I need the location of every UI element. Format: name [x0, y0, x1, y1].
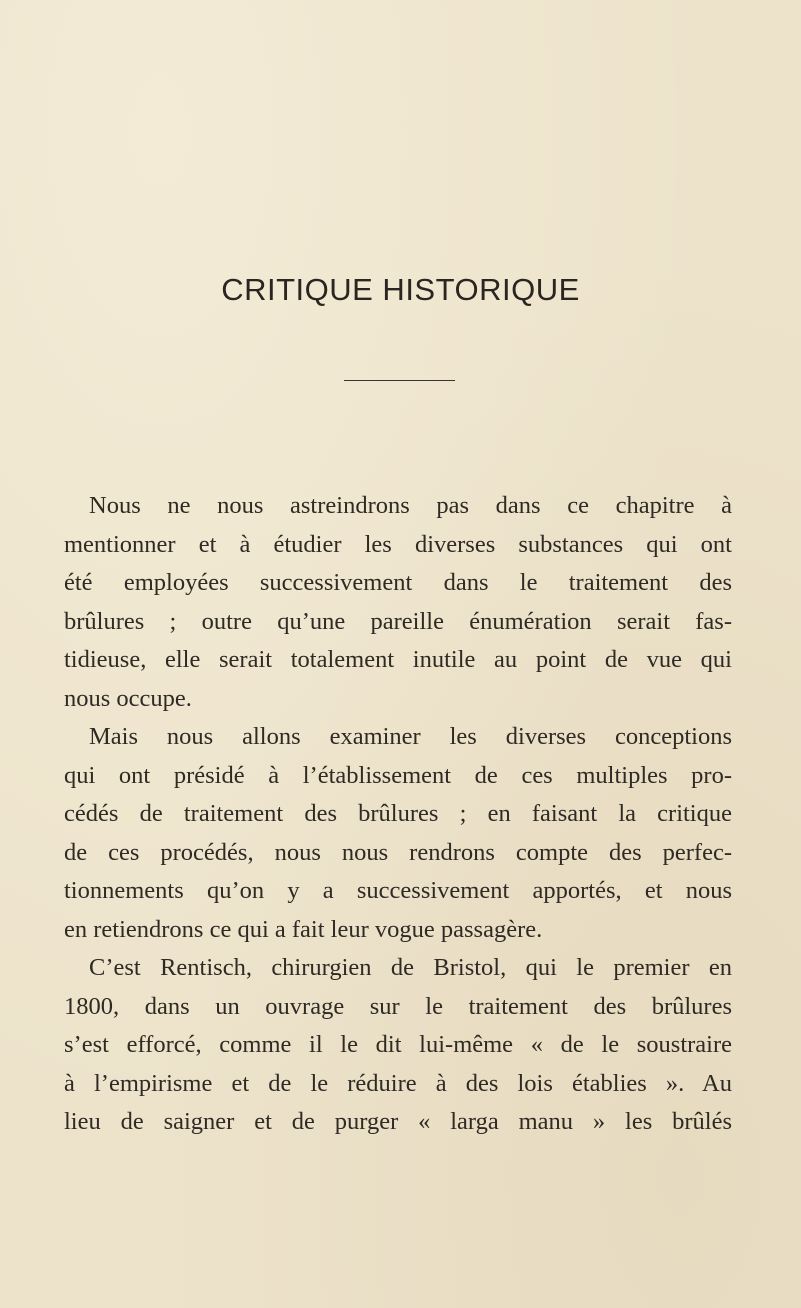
text-line: tionnements qu’on y a successivement apportés, et nous — [64, 877, 732, 904]
text-line: qui ont présidé à l’établissement de ces multiples pro- — [64, 761, 732, 789]
title-divider — [344, 380, 455, 381]
text-line: brûlures ; outre qu’une pareille énumération serait fas- — [64, 607, 732, 635]
paragraph-1 — [64, 487, 732, 718]
paragraph-3 — [64, 949, 732, 1142]
text-line: C’est Rentisch, chirurgien de Bristol, qui le premier en — [89, 954, 732, 981]
text-line: tidieuse, elle serait totalement inutile au point de vue qui — [64, 646, 732, 673]
text-line: de ces procédés, nous nous rendrons compte des perfec- — [64, 838, 732, 866]
paragraph-2 — [64, 718, 732, 949]
body-text — [64, 487, 732, 1142]
text-line: 1800, dans un ouvrage sur le traitement des brûlures — [64, 992, 732, 1020]
text-line: s’est efforcé, comme il le dit lui-même « de le soustraire — [64, 1031, 732, 1058]
text-line: à l’empirisme et de le réduire à des lois établies ». Au — [64, 1069, 732, 1097]
chapter-title: CRITIQUE HISTORIQUE — [221, 272, 580, 307]
text-line: Nous ne nous astreindrons pas dans ce chapitre à — [89, 492, 732, 519]
text-line: mentionner et à étudier les diverses substances qui ont — [64, 530, 732, 558]
text-line: en retiendrons ce qui a fait leur vogue passagère. — [64, 915, 543, 943]
text-line: été employées successivement dans le traitement des — [64, 569, 732, 596]
text-line: nous occupe. — [64, 684, 192, 712]
text-line: cédés de traitement des brûlures ; en faisant la critique — [64, 800, 732, 827]
text-line: Mais nous allons examiner les diverses conceptions — [89, 723, 732, 750]
text-line: lieu de saigner et de purger « larga manu » les brûlés — [64, 1108, 732, 1135]
